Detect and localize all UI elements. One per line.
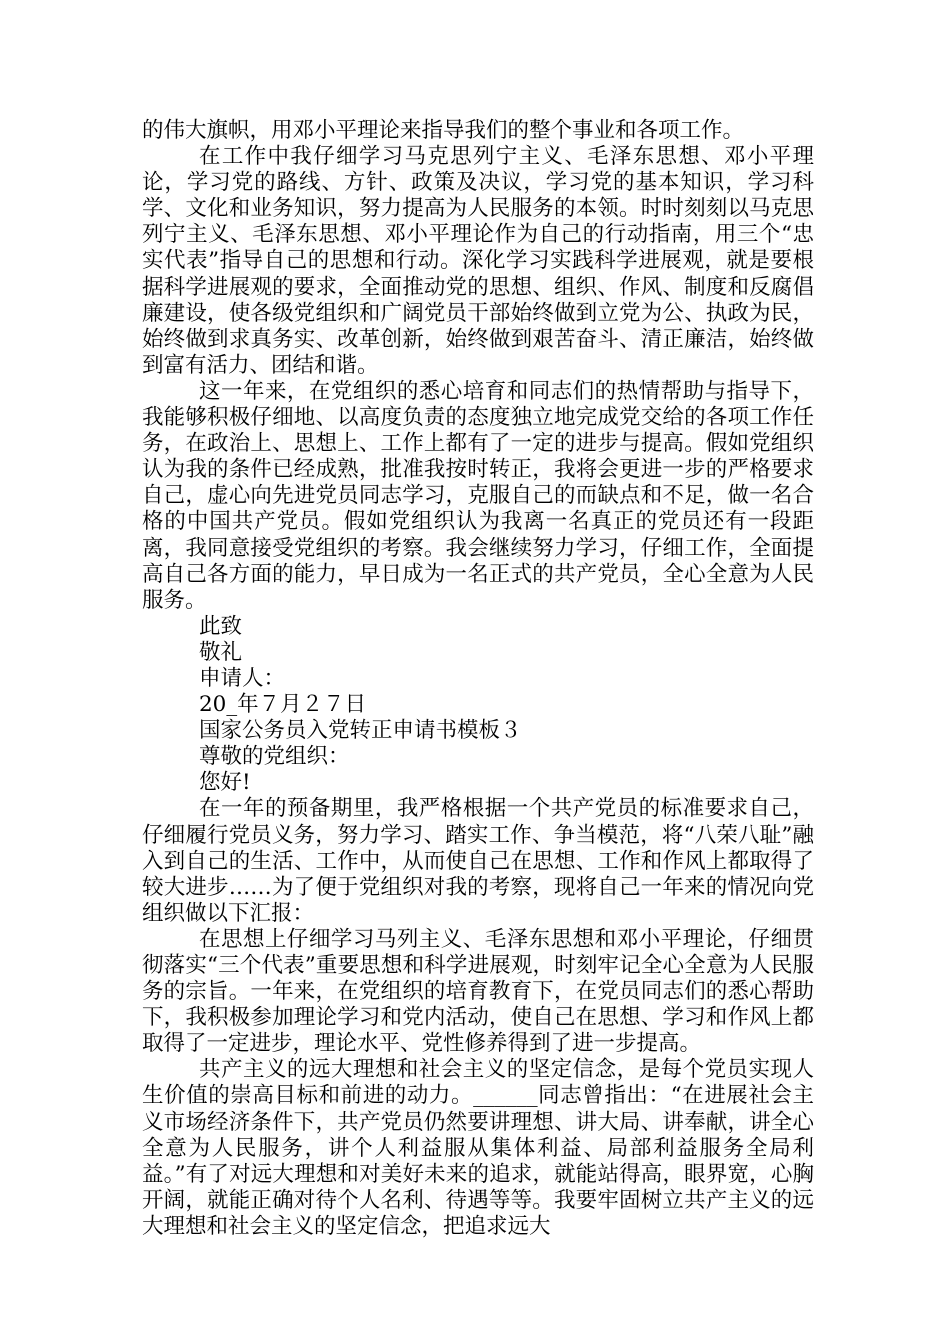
template-title: 国家公务员入党转正申请书模板３ bbox=[199, 718, 522, 744]
paragraph-continuation: 的伟大旗帜，用邓小平理论来指导我们的整个事业和各项工作。 bbox=[142, 118, 745, 143]
applicant-label: 申请人： bbox=[199, 665, 286, 691]
document-page bbox=[142, 118, 814, 1240]
closing-line-2: 敬礼 bbox=[199, 639, 243, 665]
paragraph-progress: 这一年来，在党组织的悉心培育和同志们的热情帮助与指导下，我能够积极仔细地、以高度负责的态度独立地完成党交给的各项工作任务，在政治上、思想上、工作上都有了一定的进步与提高。假如党组织认为我的条件已经成熟，批准我按时转正，我将会更进一步的严格要求自己，虚心向先进党员同志学习，克服自己的而缺点和不足，做一名合格的中国共产党员。假如党组织认为我离一名真正的党员还有一段距离，我同意接受党组织的考察。我会继续努力学习，仔细工作，全面提高自己各方面的能力，早日成为一名正式的共产党员，全心全意为人民服务。 bbox=[142, 378, 814, 613]
salutation: 尊敬的党组织： bbox=[199, 744, 350, 770]
paragraph-probation: 在一年的预备期里，我严格根据一个共产党员的标准要求自己，仔细履行党员义务，努力学习、踏实工作、争当模范，将“八荣八耻”融入到自己的生活、工作中，从而使自己在思想、工作和作风上都取得了较大进步……为了便于党组织对我的考察，现将自己一年来的情况向党组织做以下汇报： bbox=[142, 796, 814, 926]
closing-line-1: 此致 bbox=[199, 613, 243, 639]
paragraph-study: 在工作中我仔细学习马克思列宁主义、毛泽东思想、邓小平理论，学习党的路线、方针、政策及决议，学习党的基本知识，学习科学、文化和业务知识，努力提高为人民服务的本领。时时刻刻以马克思列宁主义、毛泽东思想、邓小平理论作为自己的行动指南，用三个“忠实代表”指导自己的思想和行动。深化学习实践科学进展观，就是要根据科学进展观的要求，全面推动党的思想、组织、作风、制度和反腐倡廉建设，使各级党组织和广阔党员干部始终做到立党为公、执政为民，始终做到求真务实、改革创新，始终做到艰苦奋斗、清正廉洁，始终做到富有活力、团结和谐。 bbox=[142, 144, 814, 378]
greeting: 您好! bbox=[199, 770, 251, 796]
paragraph-ideals: 共产主义的远大理想和社会主义的坚定信念，是每个党员实现人生价值的崇高目标和前进的动力。______同志曾指出：“在进展社会主义市场经济条件下，共产党员仍然要讲理想、讲大局、讲奉献，讲全心全意为人民服务，讲个人利益服从集体利益、局部利益服务全局利益。”有了对远大理想和对美好未来的追求，就能站得高，眼界宽，心胸开阔，就能正确对待个人名利、待遇等等。我要牢固树立共产主义的远大理想和社会主义的坚定信念，把追求远大 bbox=[142, 1057, 814, 1239]
paragraph-thought: 在思想上仔细学习马列主义、毛泽东思想和邓小平理论，仔细贯彻落实“三个代表”重要思想和科学进展观，时刻牢记全心全意为人民服务的宗旨。一年来，在党组织的培育教育下，在党员同志们的悉心帮助下，我积极参加理论学习和党内活动，使自己在思想、学习和作风上都取得了一定进步，理论水平、党性修养得到了进一步提高。 bbox=[142, 926, 814, 1057]
date-line: 20_年７月２７日 bbox=[199, 692, 367, 718]
